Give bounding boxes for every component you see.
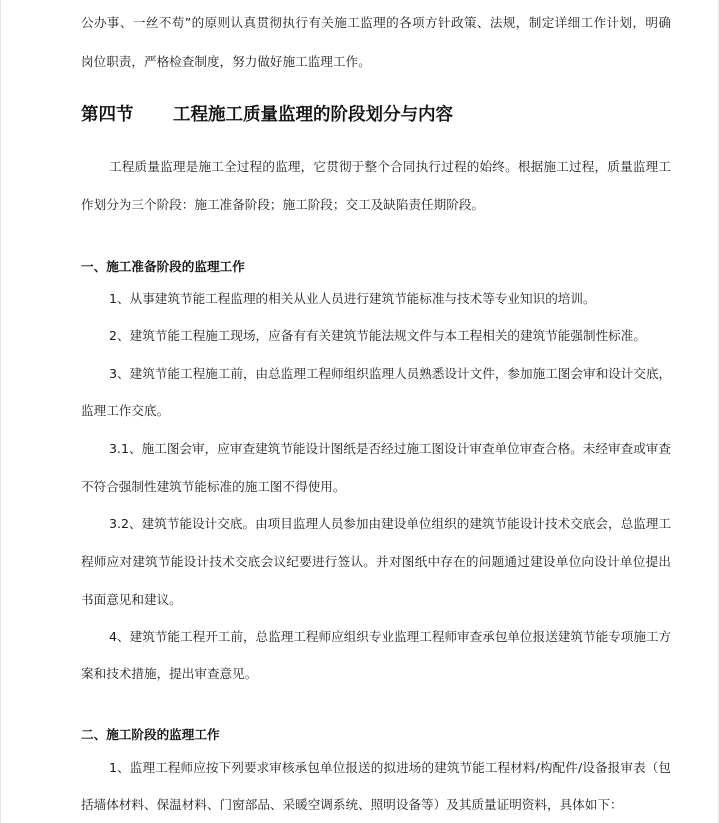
- subsection-1-item-3-line-1: 3、建筑节能工程施工前，由总监理工程师组织监理人员熟悉设计文件，参加施工图会审和设计交底，: [109, 366, 671, 381]
- subsection-1-item-3-2-line-1: 3.2、建筑节能设计交底。由项目监理人员参加由建设单位组织的建筑节能设计技术交底会，总监理工: [109, 516, 671, 531]
- subsection-1-item-1: 1、从事建筑节能工程监理的相关从业人员进行建筑节能标准与技术等专业知识的培训。: [109, 291, 596, 306]
- page-left-edge: [0, 0, 1, 823]
- subsection-1-item-3-2-line-3: 书面意见和建议。: [81, 592, 182, 607]
- paragraph-1-line-1: 工程质量监理是施工全过程的监理，它贯彻于整个合同执行过程的始终。根据施工过程，质量监理工: [109, 159, 671, 174]
- subsection-1-item-4-line-2: 案和技术措施，提出审查意见。: [81, 666, 258, 681]
- section-number: 第四节: [81, 105, 134, 125]
- subsection-2-item-1-line-2: 括墙体材料、保温材料、门窗部品、采暖空调系统、照明设备等）及其质量证明资料，具体如下：: [81, 797, 623, 812]
- subsection-2-item-1-line-1: 1、监理工程师应按下列要求审核承包单位报送的拟进场的建筑节能工程材料/构配件/设备报审表（包: [109, 760, 671, 775]
- subsection-1-heading: 一、施工准备阶段的监理工作: [81, 259, 245, 274]
- intro-line-1: 公办事、一丝不苟”的原则认真贯彻执行有关施工监理的各项方针政策、法规，制定详细工作计划，明确: [81, 15, 671, 30]
- subsection-1-item-3-1-line-1: 3.1、施工图会审，应审查建筑节能设计图纸是否经过施工图设计审查单位审查合格。未经审查或审查: [109, 441, 671, 456]
- section-heading: [81, 104, 453, 126]
- subsection-1-item-2: 2、建筑节能工程施工现场，应备有有关建筑节能法规文件与本工程相关的建筑节能强制性标准。: [109, 328, 646, 343]
- subsection-1-item-3-1-line-2: 不符合强制性建筑节能标准的施工图不得使用。: [81, 479, 346, 494]
- subsection-1-item-4-line-1: 4、建筑节能工程开工前，总监理工程师应组织专业监理工程师审查承包单位报送建筑节能专项施工方: [109, 629, 671, 644]
- subsection-1-item-3-2-line-2: 程师应对建筑节能设计技术交底会议纪要进行签认。并对图纸中存在的问题通过建设单位向设计单位提出: [81, 554, 671, 569]
- subsection-1-item-3-line-2: 监理工作交底。: [81, 403, 170, 418]
- paragraph-1-line-2: 作划分为三个阶段：施工准备阶段；施工阶段；交工及缺陷责任期阶段。: [81, 197, 484, 212]
- section-title: 工程施工质量监理的阶段划分与内容: [173, 105, 453, 125]
- subsection-2-heading: 二、施工阶段的监理工作: [81, 727, 220, 742]
- intro-line-2: 岗位职责，严格检查制度，努力做好施工监理工作。: [81, 54, 371, 69]
